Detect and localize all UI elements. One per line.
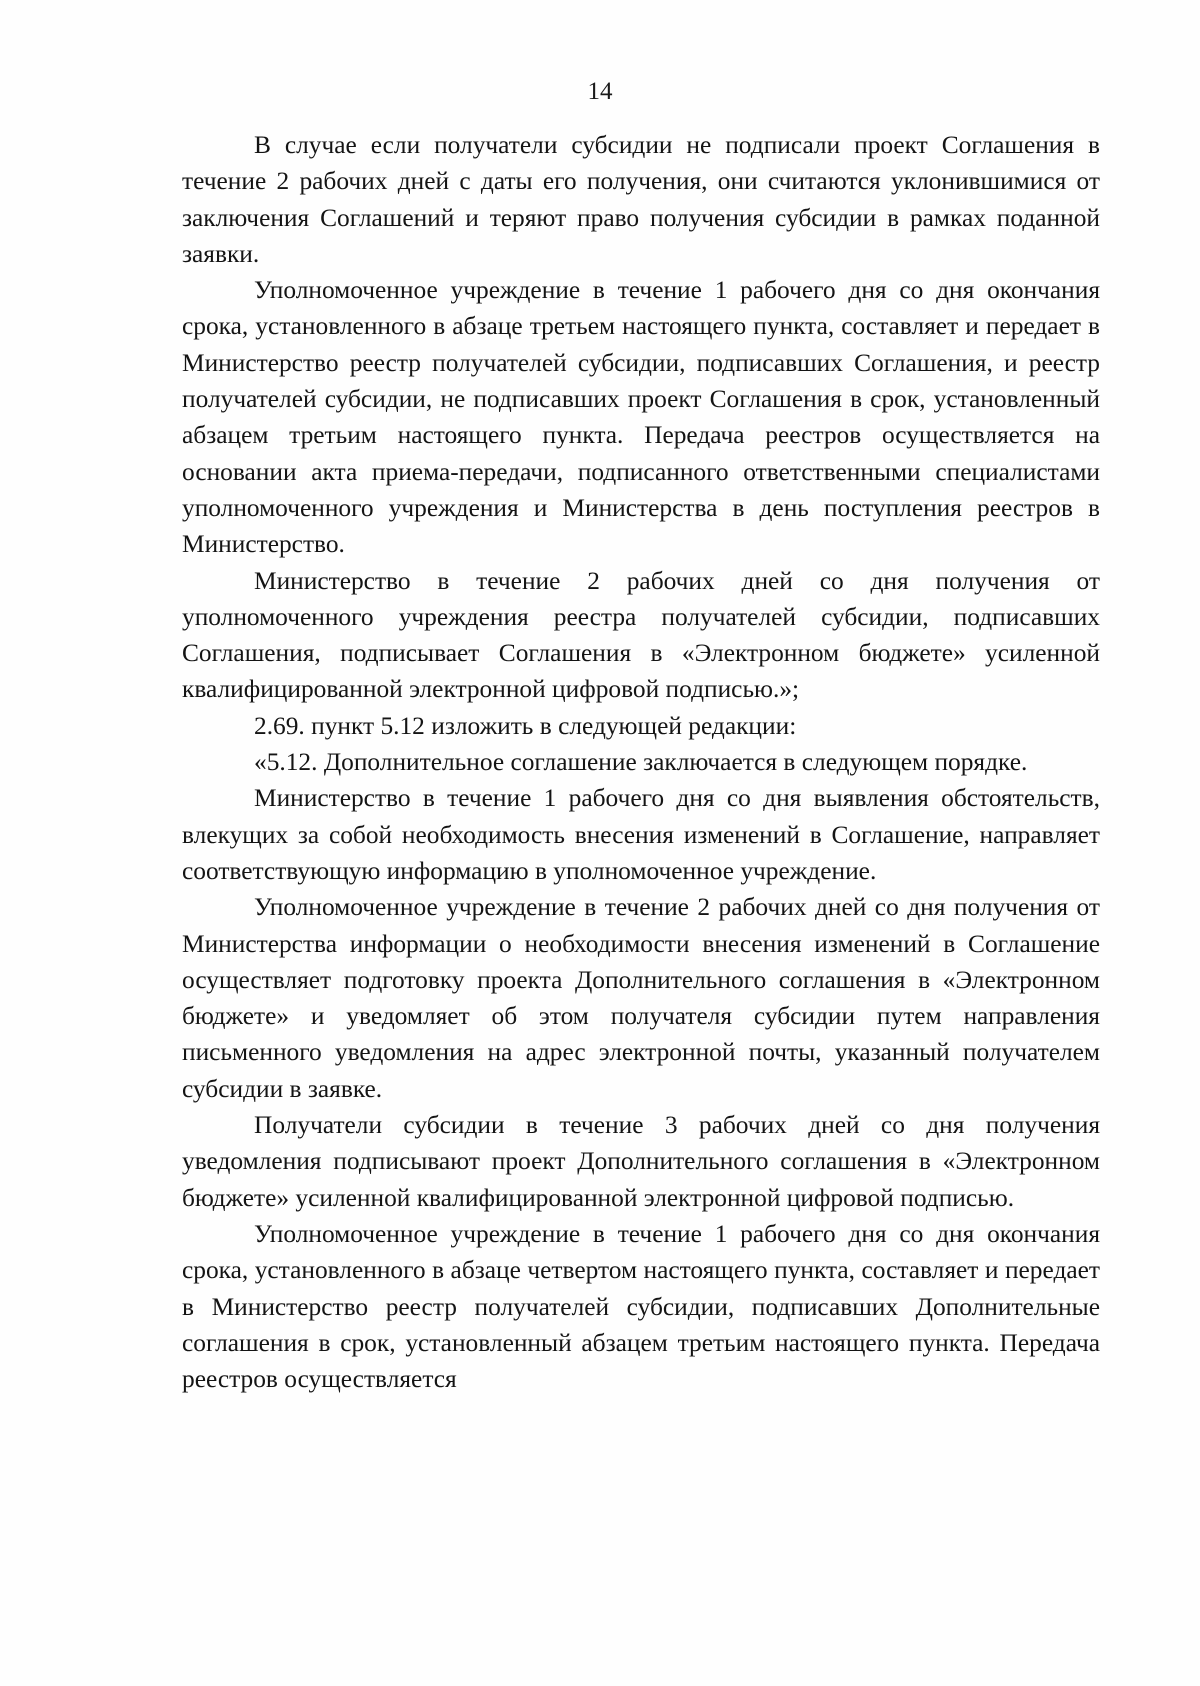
paragraph-3: Министерство в течение 2 рабочих дней со дня получения от уполномоченного учреждения реестра получателей субсидии, подписавших Соглашения, подписывает Соглашения в «Электронном бюджете» усиленной квалифицированной электронной цифровой подписью.»; (182, 566, 1100, 704)
paragraph-2: Уполномоченное учреждение в течение 1 рабочего дня со дня окончания срока, установленного в абзаце третьем настоящего пункта, составляет и передает в Министерство реестр получателей субсидии, подписавших Соглашения, и реестр получателей субсидии, не подписавших проект Соглашения в срок, установленный абзацем третьим настоящего пункта. Передача реестров осуществляется на основании акта приема-передачи, подписанного ответственными специалистами уполномоченного учреждения и Министерства в день поступления реестров в Министерство. (182, 276, 1100, 559)
paragraph-9: Уполномоченное учреждение в течение 1 рабочего дня со дня окончания срока, установленного в абзаце четвертом настоящего пункта, составляет и передает в Министерство реестр получателей субсидии, подписавших Дополнительные соглашения в срок, установленный абзацем третьим настоящего пункта. Передача реестров осуществляется (182, 1219, 1100, 1394)
paragraph-5: «5.12. Дополнительное соглашение заключается в следующем порядке. (254, 748, 1028, 777)
paragraph-6: Министерство в течение 1 рабочего дня со дня выявления обстоятельств, влекущих за собой необходимость внесения изменений в Соглашение, направляет соответствующую информацию в уполномоченное учреждение. (182, 784, 1100, 885)
page-number: 14 (587, 78, 613, 105)
paragraph-1: В случае если получатели субсидии не подписали проект Соглашения в течение 2 рабочих дней с даты его получения, они считаются уклонившимися от заключения Соглашений и теряют право получения субсидии в рамках поданной заявки. (182, 131, 1100, 268)
paragraph-7: Уполномоченное учреждение в течение 2 рабочих дней со дня получения от Министерства информации о необходимости внесения изменений в Соглашение осуществляет подготовку проекта Дополнительного соглашения в «Электронном бюджете» и уведомляет об этом получателя субсидии путем направления письменного уведомления на адрес электронной почты, указанный получателем субсидии в заявке. (182, 893, 1100, 1103)
document-body (182, 127, 1100, 1397)
paragraph-4: 2.69. пункт 5.12 изложить в следующей редакции: (254, 711, 797, 740)
paragraph-8: Получатели субсидии в течение 3 рабочих дней со дня получения уведомления подписывают проект Дополнительного соглашения в «Электронном бюджете» усиленной квалифицированной электронной цифровой подписью. (182, 1111, 1100, 1212)
